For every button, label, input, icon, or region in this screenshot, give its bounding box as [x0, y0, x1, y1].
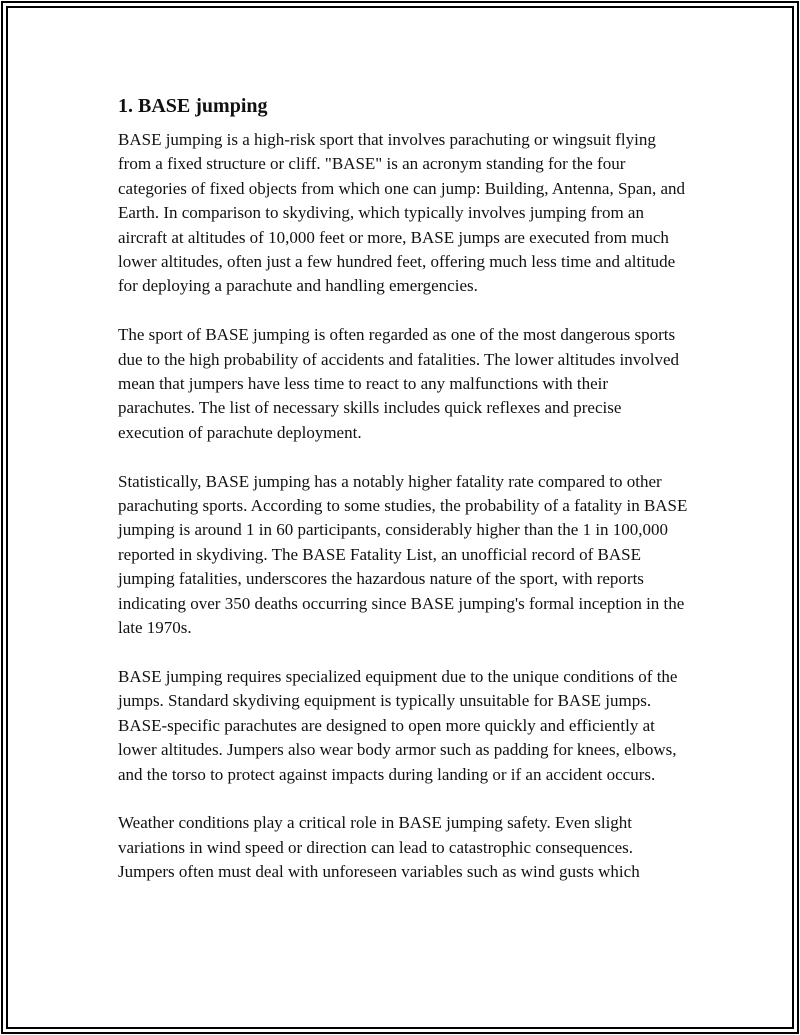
paragraph-statistics: Statistically, BASE jumping has a notably higher fatality rate compared to other parachuting sports. According to some studies, the probability of a fatality in BASE jumping is around 1 in 60 participants, considerably higher than the 1 in 100,000 reported in skydiving. The BASE Fatality List, an unofficial record of BASE jumping fatalities, underscores the hazardous nature of the sport, with reports indicating over 350 deaths occurring since BASE jumping's formal inception in the late 1970s. — [118, 471, 688, 638]
paragraph-weather: Weather conditions play a critical role in BASE jumping safety. Even slight variations in wind speed or direction can lead to catastrophic consequences. Jumpers often must deal with unforeseen variables such as wind gusts which — [118, 813, 640, 882]
document-body — [118, 92, 688, 909]
section-title: 1. BASE jumping — [118, 95, 268, 117]
paragraph-intro: BASE jumping is a high-risk sport that involves parachuting or wingsuit flying from a fixed structure or cliff. "BASE" is an acronym standing for the four categories of fixed objects from which one can jump: Building, Antenna, Span, and Earth. In comparison to skydiving, which typically involves jumping from an aircraft at altitudes of 10,000 feet or more, BASE jumps are executed from much lower altitudes, often just a few hundred feet, offering much less time and altitude for deploying a parachute and handling emergencies. — [118, 130, 686, 296]
paragraph-equipment: BASE jumping requires specialized equipment due to the unique conditions of the jumps. Standard skydiving equipment is typically unsuitable for BASE jumps. BASE-specific parachutes are designed to open more quickly and efficiently at lower altitudes. Jumpers also wear body armor such as padding for knees, elbows, and the torso to protect against impacts during landing or if an accident occurs. — [118, 666, 678, 784]
paragraph-danger: The sport of BASE jumping is often regarded as one of the most dangerous sports due to the high probability of accidents and fatalities. The lower altitudes involved mean that jumpers have less time to react to any malfunctions with their parachutes. The list of necessary skills includes quick reflexes and precise execution of parachute deployment. — [118, 325, 680, 442]
